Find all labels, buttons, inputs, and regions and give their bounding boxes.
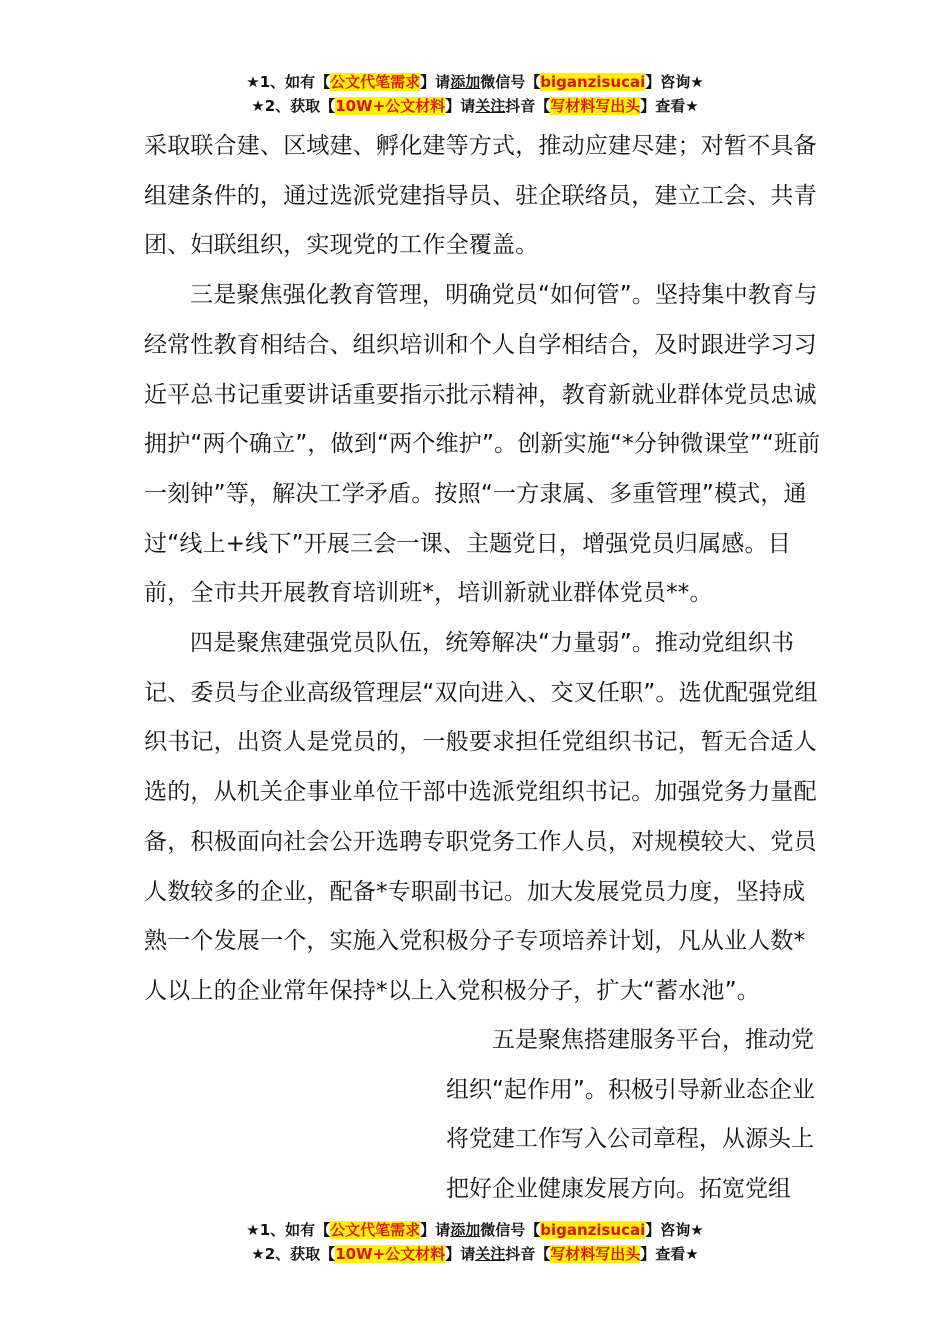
banner-text: 微信号【 (480, 1221, 541, 1239)
banner-highlight: 10W+公文材料 (335, 1245, 446, 1263)
banner-emphasis: 关注 (475, 97, 506, 115)
banner-text: ★1、如有【 (246, 73, 331, 91)
paragraph-continuation: 采取联合建、区域建、孵化建等方式，推动应建尽建；对暂不具备组建条件的，通过选派党建指导员、驻企联络员，建立工会、共青团、妇联组织，实现党的工作全覆盖。 (144, 133, 817, 259)
paragraph-point-5: 五是聚焦搭建服务平台，推动党组织“起作用”。积极引导新业态企业将党建工作写入公司章程，从源头上把好企业健康发展方向。拓宽党组 (446, 1027, 815, 1203)
banner-text: 】查看★ (640, 97, 699, 115)
banner-highlight: biganzisucai (540, 1221, 646, 1239)
banner-text: 】请 (420, 73, 451, 91)
footer-banner (0, 1218, 950, 1266)
banner-highlight: 写材料写出头 (550, 97, 641, 115)
banner-text: ★2、获取【 (251, 97, 336, 115)
banner-emphasis: 添加 (450, 1221, 481, 1239)
banner-line-2 (0, 94, 950, 118)
banner-text: 】请 (445, 1245, 476, 1263)
banner-text: ★1、如有【 (246, 1221, 331, 1239)
banner-text: 抖音【 (505, 1245, 551, 1263)
banner-line-1 (0, 1218, 950, 1242)
banner-highlight: biganzisucai (540, 73, 646, 91)
banner-line-2 (0, 1242, 950, 1266)
banner-highlight: 写材料写出头 (550, 1245, 641, 1263)
banner-text: 】请 (420, 1221, 451, 1239)
banner-text: 】咨询★ (645, 1221, 704, 1239)
banner-highlight: 公文代笔需求 (330, 73, 421, 91)
banner-text: 】请 (445, 97, 476, 115)
paragraph-point-3: 三是聚焦强化教育管理，明确党员“如何管”。坚持集中教育与经常性教育相结合、组织培训和个人自学相结合，及时跟进学习习近平总书记重要讲话重要指示批示精神，教育新就业群体党员忠诚拥护“两个确立”，做到“两个维护”。创新实施“*分钟微课堂”“班前一刻钟”等，解决工学矛盾。按照“一方隶属、多重管理”模式，通过“线上+线下”开展三会一课、主题党日，增强党员归属感。目前，全市共开展教育培训班*，培训新就业群体党员**。 (144, 282, 821, 607)
narrow-text-block (446, 1016, 816, 1215)
banner-highlight: 10W+公文材料 (335, 97, 446, 115)
banner-line-1 (0, 70, 950, 94)
banner-text: 】查看★ (640, 1245, 699, 1263)
banner-text: 微信号【 (480, 73, 541, 91)
banner-emphasis: 关注 (475, 1245, 506, 1263)
header-banner (0, 70, 950, 118)
paragraph-point-4: 四是聚焦建强党员队伍，统筹解决“力量弱”。推动党组织书记、委员与企业高级管理层“双向进入、交叉任职”。选优配强党组织书记，出资人是党员的，一般要求担任党组织书记，暂无合适人选的，从机关企事业单位干部中选派党组织书记。加强党务力量配备，积极面向社会公开选聘专职党务工作人员，对规模较大、党员人数较多的企业，配备*专职副书记。加大发展党员力度，坚持成熟一个发展一个，实施入党积极分子专项培养计划，凡从业人数*人以上的企业常年保持*以上入党积极分子，扩大“蓄水池”。 (144, 630, 818, 1004)
banner-emphasis: 添加 (450, 73, 481, 91)
banner-highlight: 公文代笔需求 (330, 1221, 421, 1239)
banner-text: ★2、获取【 (251, 1245, 336, 1263)
banner-text: 抖音【 (505, 97, 551, 115)
document-body (144, 122, 824, 1017)
banner-text: 】咨询★ (645, 73, 704, 91)
